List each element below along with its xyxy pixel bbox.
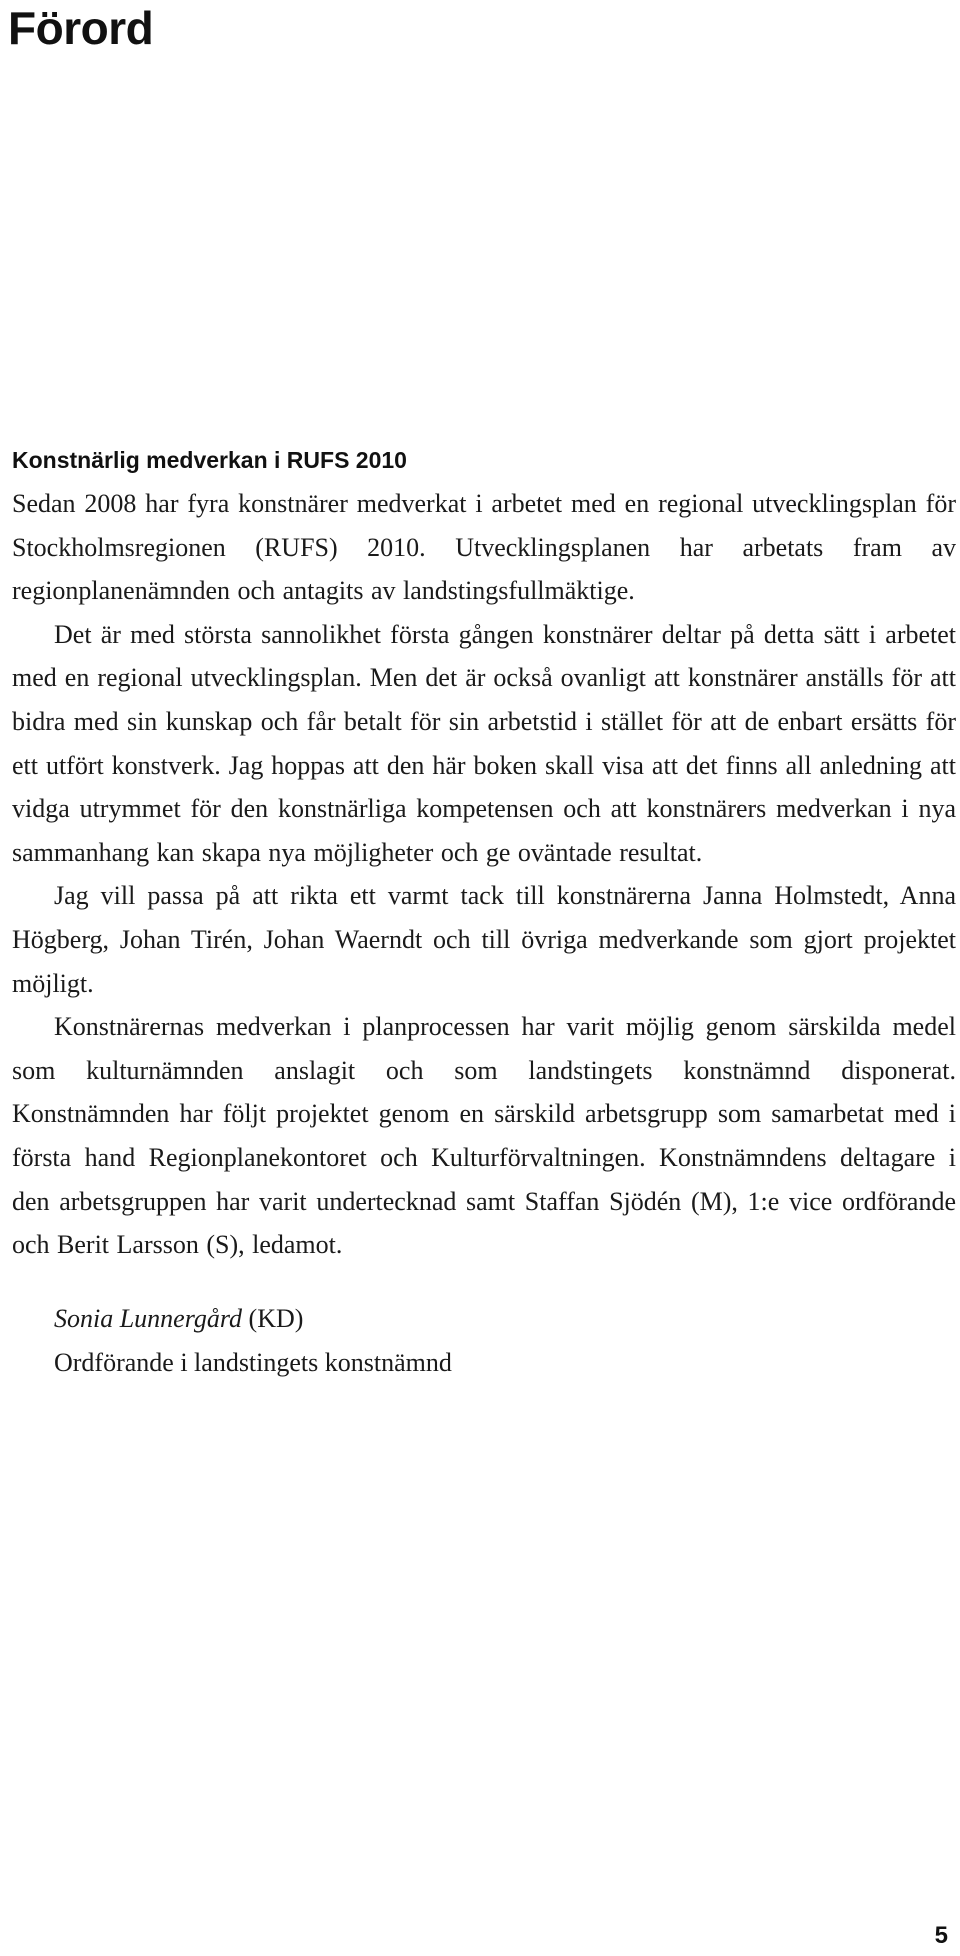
foreword-body [12, 438, 956, 1385]
paragraph-artists-role: Det är med största sannolikhet första gången konstnärer deltar på detta sätt i arbetet med en regional utvecklingsplan. Men det är också ovanligt att konstnärer anställs för att bidra med sin kunskap och får betalt för sin arbetstid i stället för att de enbart ersätts för ett utfört konstverk. Jag hoppas att den här boken skall visa att det finns all anledning att vidga utrymmet för den konstnärliga kompetensen och att konstnärers medverkan i nya sammanhang kan skapa nya möjligheter och ge oväntade resultat. [12, 619, 956, 867]
page-title: Förord [8, 2, 154, 54]
signature-line [54, 1297, 956, 1341]
signature-party: (KD) [248, 1303, 304, 1333]
section-heading: Konstnärlig medverkan i RUFS 2010 [12, 447, 407, 473]
signature-role: Ordförande i landstingets konstnämnd [54, 1347, 452, 1377]
paragraph-intro: Sedan 2008 har fyra konstnärer medverkat i arbetet med en regional utvecklingsplan för Stockholmsregionen (RUFS) 2010. Utvecklingsplanen har arbetats fram av regionplanenämnden och antagits av landstingsfullmäktige. [12, 489, 956, 606]
signature-block [12, 1297, 956, 1385]
paragraph-funding: Konstnärernas medverkan i planprocessen har varit möjlig genom särskilda medel som kulturnämnden anslagit och som landstingets konstnämnd disponerat. Konstnämnden har följt projektet genom en särskild arbetsgrupp som samarbetat med i första hand Regionplanekontoret och Kulturförvaltningen. Konstnämndens deltagare i den arbetsgruppen har varit undertecknad samt Staffan Sjödén (M), 1:e vice ordförande och Berit Larsson (S), ledamot. [12, 1012, 956, 1260]
signature-name: Sonia Lunnergård [54, 1303, 243, 1333]
paragraph-thanks: Jag vill passa på att rikta ett varmt tack till konstnärerna Janna Holmstedt, Anna Högberg, Johan Tirén, Johan Waerndt och till övriga medverkande som gjort projektet möjligt. [12, 881, 956, 998]
page-number: 5 [934, 1922, 948, 1949]
